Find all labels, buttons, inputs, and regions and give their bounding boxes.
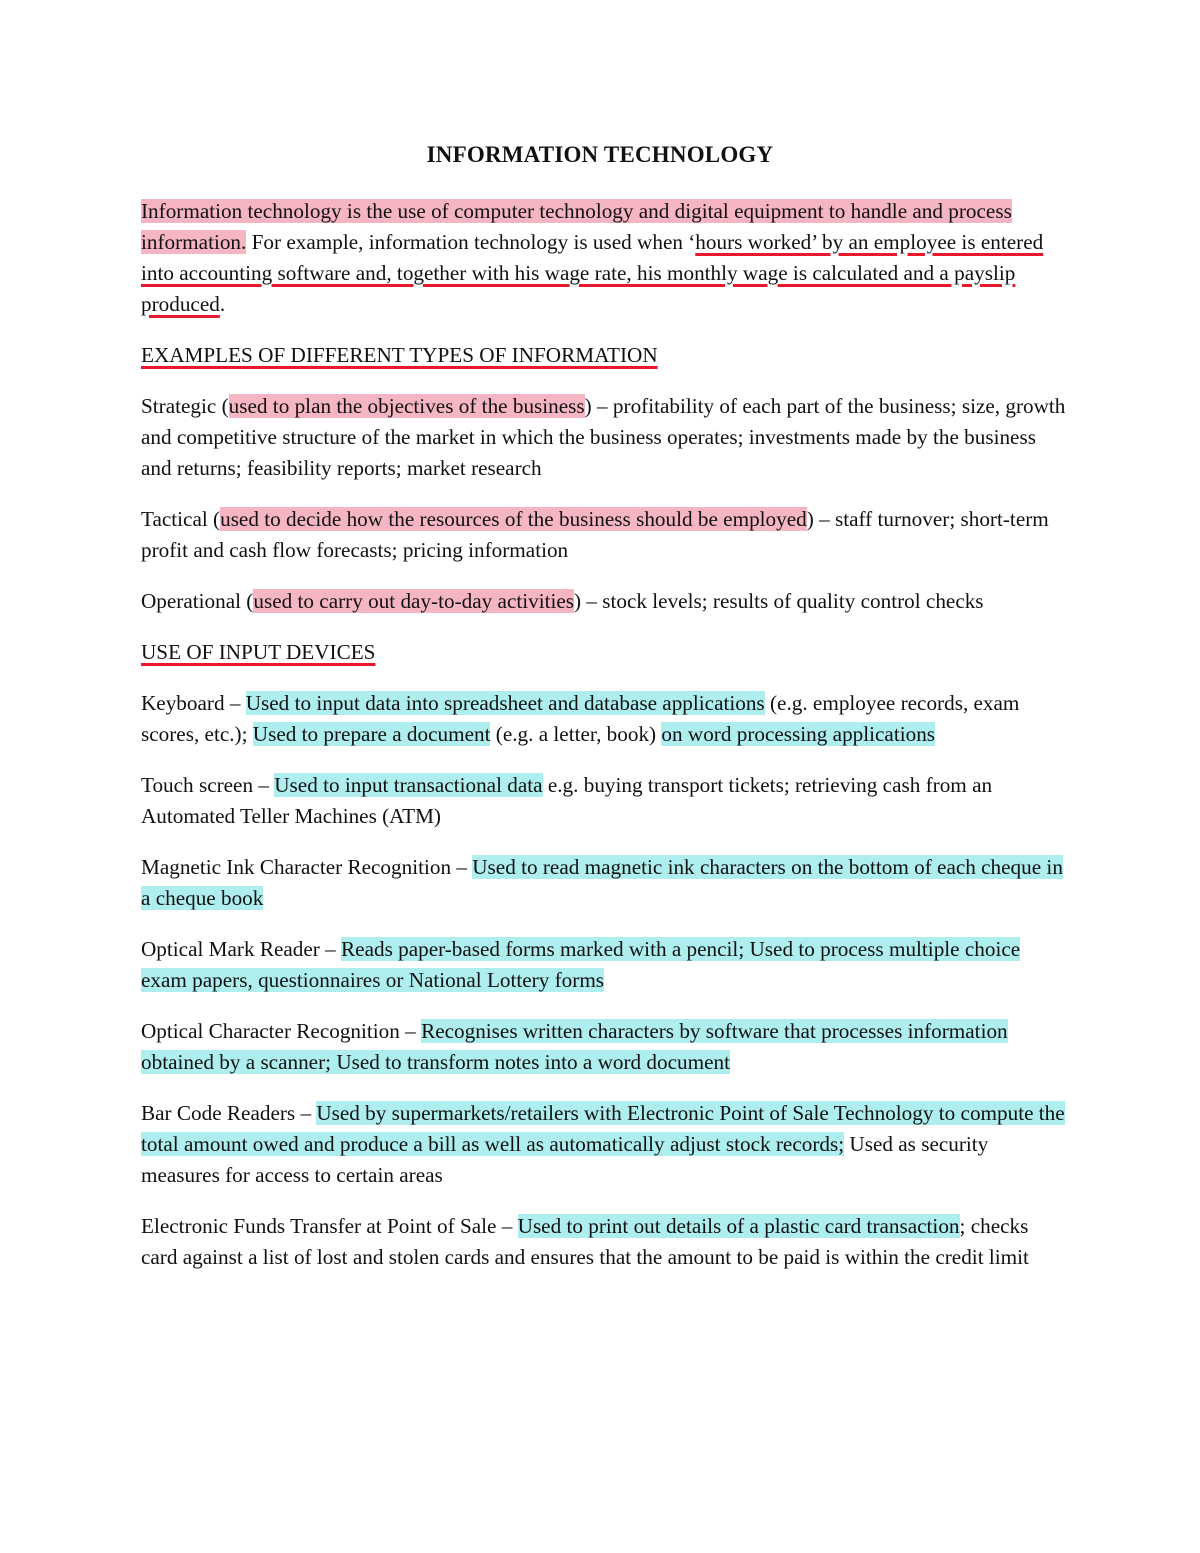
highlighted-text: Used to prepare a document — [252, 722, 491, 746]
highlighted-text: Used to print out details of a plastic card transaction — [517, 1214, 960, 1238]
intro-paragraph — [141, 196, 1066, 320]
device-micr: Magnetic Ink Character Recognition – Used to read magnetic ink characters on the bottom of each cheque in a cheque book — [141, 855, 1063, 910]
device-bar-code-reader: Bar Code Readers – Used by supermarkets/retailers with Electronic Point of Sale Technology to compute the total amount owed and produce a bill as well as automatically adjust stock records; Used as security measures for access to certain areas — [141, 1101, 1065, 1187]
info-type-operational: Operational (used to carry out day-to-day activities) – stock levels; results of quality control checks — [141, 589, 984, 613]
device-keyboard: Keyboard – Used to input data into spreadsheet and database applications (e.g. employee records, exam scores, etc.); Used to prepare a document (e.g. a letter, book) on word processing applications — [141, 691, 1020, 746]
highlighted-text: used to carry out day-to-day activities — [253, 589, 575, 613]
highlighted-text: on word processing applications — [661, 722, 936, 746]
info-type-strategic: Strategic (used to plan the objectives of the business) – profitability of each part of the business; size, growth and competitive structure of the market in which the business operates; investments made by the business and returns; feasibility reports; market research — [141, 394, 1066, 480]
highlighted-text: Used by supermarkets/retailers with Electronic Point of Sale Technology to compute the total amount owed and produce a bill as well as automatically adjust stock records; — [141, 1101, 1065, 1156]
highlighted-text: Information technology is the use of computer technology and digital equipment to handle and process information. — [141, 199, 1012, 254]
highlighted-text: Used to read magnetic ink characters on the bottom of each cheque in a cheque book — [141, 855, 1063, 910]
document-body — [141, 196, 1066, 1293]
device-touch-screen: Touch screen – Used to input transactional data e.g. buying transport tickets; retrieving cash from an Automated Teller Machines (ATM) — [141, 773, 993, 828]
highlighted-text: Used to input transactional data — [274, 773, 543, 797]
paragraph-text: For example, information technology is used when ‘ — [246, 230, 696, 254]
highlighted-text: Used to input data into spreadsheet and database applications — [245, 691, 765, 715]
device-eftpos: Electronic Funds Transfer at Point of Sale – Used to print out details of a plastic card transaction; checks card against a list of lost and stolen cards and ensures that the amount to be paid is within the credit limit — [141, 1214, 1029, 1269]
highlighted-text: used to decide how the resources of the business should be employed — [220, 507, 807, 531]
paragraph-text: . — [219, 292, 226, 316]
highlighted-text: Recognises written characters by software that processes information obtained by a scanner; Used to transform notes into a word document — [141, 1019, 1008, 1074]
section-heading-information-types: EXAMPLES OF DIFFERENT TYPES OF INFORMATION — [141, 343, 658, 367]
device-omr: Optical Mark Reader – Reads paper-based forms marked with a pencil; Used to process multiple choice exam papers, questionnaires or National Lottery forms — [141, 937, 1021, 992]
info-type-tactical: Tactical (used to decide how the resources of the business should be employed) – staff turnover; short-term profit and cash flow forecasts; pricing information — [141, 507, 1049, 562]
highlighted-text: used to plan the objectives of the business — [228, 394, 585, 418]
underlined-text: hours worked’ by an employee is entered into accounting software and, together with his wage rate, his monthly wage is calculated and a payslip produced — [141, 230, 1044, 316]
document-title: INFORMATION TECHNOLOGY — [426, 142, 774, 167]
section-heading-input-devices: USE OF INPUT DEVICES — [141, 640, 376, 664]
highlighted-text: Reads paper-based forms marked with a pencil; Used to process multiple choice exam papers, questionnaires or National Lottery forms — [141, 937, 1021, 992]
device-ocr: Optical Character Recognition – Recognises written characters by software that processes information obtained by a scanner; Used to transform notes into a word document — [141, 1019, 1008, 1074]
